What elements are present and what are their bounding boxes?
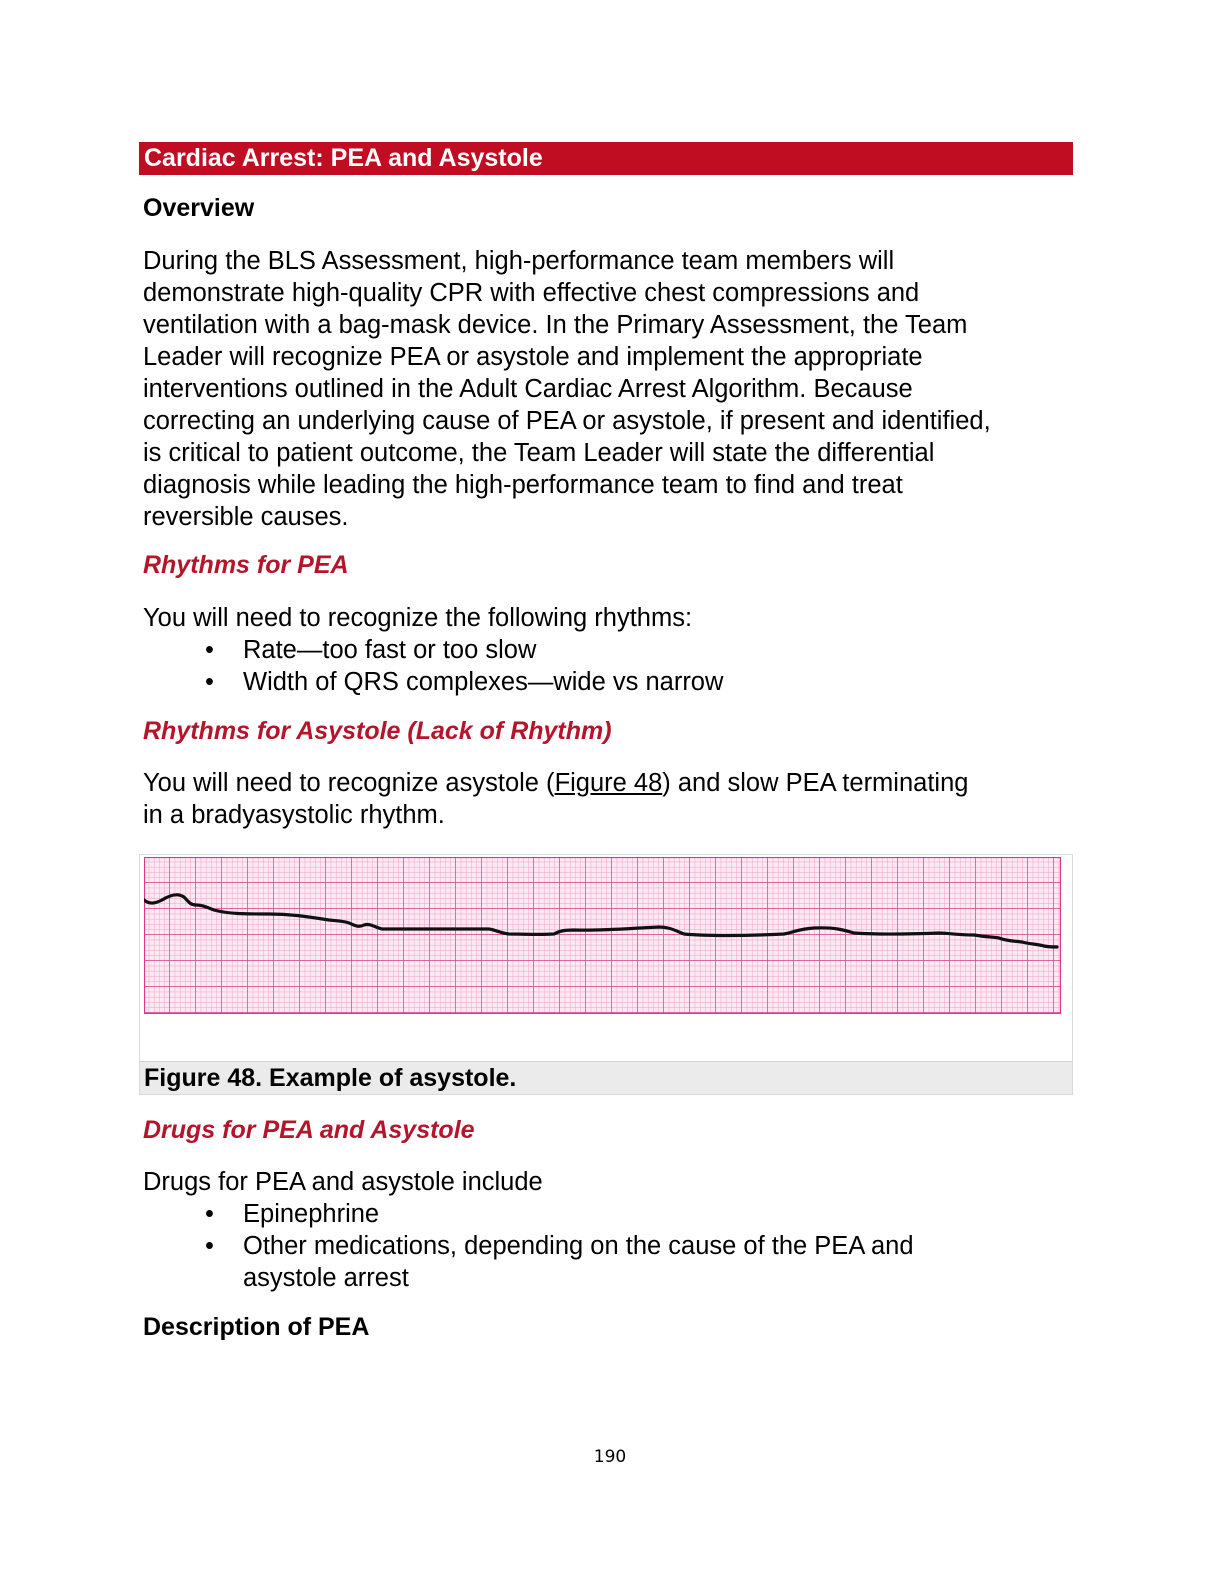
page-number: 190 (593, 1447, 627, 1467)
overview-line: During the BLS Assessment, high-performance team members will (143, 247, 895, 275)
figure-48-link[interactable]: Figure 48 (554, 769, 663, 797)
rhythms-pea-list (143, 634, 1073, 698)
rhythms-asystole-paragraph: You will need to recognize asystole (Figure 48) and slow PEA terminating in a bradyasystolic rhythm. (143, 769, 969, 829)
drugs-list (143, 1198, 1073, 1294)
description-pea-heading: Description of PEA (143, 1313, 370, 1341)
drugs-heading: Drugs for PEA and Asystole (143, 1116, 475, 1144)
overview-heading: Overview (143, 194, 255, 222)
overview-line: ventilation with a bag-mask device. In the Primary Assessment, the Team (143, 311, 968, 339)
ecg-strip-image (144, 857, 1061, 1014)
section-title-bar: Cardiac Arrest: PEA and Asystole (139, 142, 1073, 175)
bullet-icon: • (205, 668, 214, 696)
list-item: • Rate—too fast or too slow (205, 636, 537, 664)
list-item-continuation: asystole arrest (243, 1264, 409, 1292)
rhythms-pea-heading: Rhythms for PEA (143, 551, 349, 579)
list-item: • Other medications, depending on the cause of the PEA and (205, 1232, 914, 1260)
rhythms-pea-intro: You will need to recognize the following rhythms: (143, 604, 693, 632)
overview-line: reversible causes. (143, 503, 349, 531)
list-item: • Width of QRS complexes—wide vs narrow (205, 668, 724, 696)
list-item: • Epinephrine (205, 1200, 380, 1228)
overview-paragraph (143, 245, 1073, 533)
overview-line: diagnosis while leading the high-performance team to find and treat (143, 471, 903, 499)
figure-48 (139, 854, 1073, 1095)
overview-line: Leader will recognize PEA or asystole and implement the appropriate (143, 343, 923, 371)
overview-line: is critical to patient outcome, the Team Leader will state the differential (143, 439, 935, 467)
overview-line: demonstrate high-quality CPR with effective chest compressions and (143, 279, 920, 307)
bullet-icon: • (205, 1200, 214, 1228)
drugs-intro: Drugs for PEA and asystole include (143, 1168, 543, 1196)
bullet-icon: • (205, 1232, 214, 1260)
figure-caption: Figure 48. Example of asystole. (140, 1061, 1072, 1094)
overview-line: correcting an underlying cause of PEA or asystole, if present and identified, (143, 407, 991, 435)
bullet-icon: • (205, 636, 214, 664)
rhythms-asystole-heading: Rhythms for Asystole (Lack of Rhythm) (143, 717, 612, 745)
overview-line: interventions outlined in the Adult Cardiac Arrest Algorithm. Because (143, 375, 913, 403)
